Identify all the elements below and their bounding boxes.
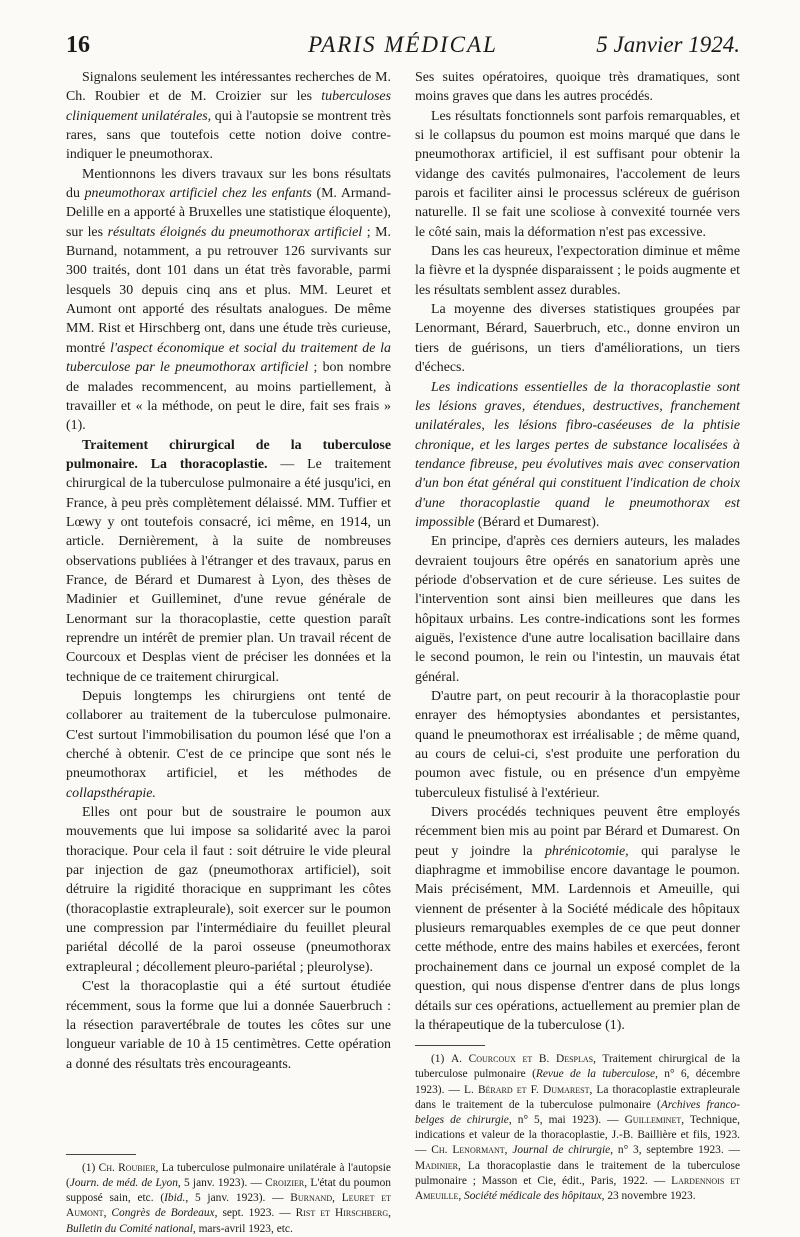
section-paragraph: Traitement chirurgical de la tuberculose pulmonaire. La thoracoplastie. — Le traitement chirurgical de la tuberculose pulmonaire a été jusqu'ici, en France, à peu près complètement délaissé. MM. Tuffier et Lœwy y ont toutefois consacré, ici même, en 1914, un article. Dernièrement, à la suite de nombreuses observations publiées à l'étranger et des travaux, parus en France, de Bérard et Dumarest à Lyon, des thèses de Madinier et Guilleminet, d'une revue générale de Lenormant sur la thoracoplastie, cette question paraît reprendre un intérêt de premier plan. Un travail récent de Courcoux et Desplas vient de préciser les données et la technique de ce traitement chirurgical. [66, 437, 391, 685]
paragraph: Divers procédés techniques peuvent être employés récemment bien mis au point par Bérard et Dumarest. On peut y joindre la phrénicotomie, qui paralyse le diaphragme et immobilise encore davantage le poumon. Mais précisément, MM. Lardennois et Ameuille, qui viennent de présenter à la Société médicale des hôpitaux plusieurs remarquables exemples de ce que peut donner cette méthode, entre des mains habiles et exercées, feront prochainement dans ce journal un exposé complet de la question, qui nous dispense d'entrer dans de plus longs détails sur ces opérations, actuellement au premier plan de la thérapeutique de la tuberculose (1). [415, 805, 740, 1033]
footnote: (1) Ch. Roubier, La tuberculose pulmonaire unilatérale à l'autopsie (Journ. de méd. de Lyon, 5 janv. 1923). — Croizier, L'état du poumon supposé sain, etc. (Ibid., 5 janv. 1923). — Burnand, Leuret et Aumont, Congrès de Bordeaux, sept. 1923. — Rist et Hirschberg, Bulletin du Comité national, mars-avril 1923, etc. [66, 1161, 391, 1235]
paragraph: Signalons seulement les intéressantes recherches de M. Ch. Roubier et de M. Croizier sur les tuberculoses cliniquement unilatérales, qui à l'autopsie se montrent très rares, sans que toutefois cette notion doive contre-indiquer le pneumothorax. [66, 70, 391, 163]
footnote-rule [66, 1154, 136, 1155]
page-number: 16 [66, 32, 90, 58]
paragraph: Ses suites opératoires, quoique très dramatiques, sont moins graves que dans les autres procédés. [415, 70, 740, 105]
paragraph: Elles ont pour but de soustraire le poumon aux mouvements que lui impose sa solidarité avec la paroi thoracique. Pour cela il faut : soit détruire le vide pleural par injection de gaz (pneumothorax artificiel), soit détruire la rigidité thoracique en supprimant les côtes (thoracoplastie extrapleurale), soit exercer sur le poumon une compression par l'intermédiaire du feuillet pleural pariétal décollé de la paroi osseuse (pneumothorax extrapleural ; décollement pleuro-pariétal ; pleurolyse). [66, 805, 391, 975]
paragraph: En principe, d'après ces derniers auteurs, les malades devraient toujours être opérés en sanatorium après une période d'observation et de cure sérieuse. Les suites de l'intervention sont ainsi bien meilleures que dans les hôpitaux urbains. Les contre-indications sont les formes aiguës, l'existence d'une autre localisation bacillaire dans le second poumon, le rein ou l'intestin, un mauvais état général. [415, 534, 740, 685]
page-header [66, 28, 740, 68]
left-column [66, 68, 391, 1237]
paragraph-indications: Les indications essentielles de la thoracoplastie sont les lésions graves, étendues, destructives, franchement unilatérales, les lésions fibro-caséeuses de la phtisie chronique, et les larges pertes de substance localisées à tendance fibreuse, peu évolutives mais avec conservation d'un bon état général qui constituent l'indication de choix d'une thoracoplastie quand le pneumothorax est impossible (Bérard et Dumarest). [415, 379, 740, 530]
paragraph: C'est la thoracoplastie qui a été surtout étudiée récemment, sous la forme que lui a donnée Sauerbruch : la résection paravertébrale de toutes les côtes sur une longueur variable de 10 à 15 centimètres. Cette opération a donné des résultats très encourageants. [66, 979, 391, 1072]
footnote: (1) A. Courcoux et B. Desplas, Traitement chirurgical de la tuberculose pulmonaire (Revue de la tuberculose, n° 6, décembre 1923). — L. Bérard et F. Dumarest, La thoracoplastie extrapleurale dans le traitement de la tuberculose pulmonaire (Archives franco-belges de chirurgie, n° 5, mai 1923). — Guilleminet, Technique, indications et valeur de la thoracoplastie, J.-B. Baillière et fils, 1923. — Ch. Lenormant, Journal de chirurgie, n° 3, septembre 1923. — Madinier, La thoracoplastie dans le traitement de la tuberculose pulmonaire ; Masson et Cie, édit., Paris, 1922. — Lardennois et Ameuille, Société médicale des hôpitaux, 23 novembre 1923. [415, 1053, 741, 1203]
paragraph: Les résultats fonctionnels sont parfois remarquables, et si le collapsus du poumon est moins marqué que dans le pneumothorax artificiel, il est suffisant pour obtenir la vidange des cavités pulmonaires, l'accolement de leurs parois et faciliter ainsi le processus scléreux de guérison naturelle. Il se fait une scoliose à convexité tournée vers le côté sain, mais la déformation n'est pas excessive. [415, 108, 740, 240]
journal-title: PARIS MÉDICAL [308, 32, 498, 57]
section-heading: Traitement chirurgical de la tuberculose pulmonaire. La thoracoplastie. [66, 437, 391, 472]
paragraph: Dans les cas heureux, l'expectoration diminue et même la fièvre et la dyspnée disparaissent ; le poids augmente et les résultats semblent assez durables. [415, 244, 740, 298]
paragraph: Mentionnons les divers travaux sur les bons résultats du pneumothorax artificiel chez les enfants (M. Armand-Delille en a apporté à Bruxelles une statistique éloquente), sur les résultats éloignés du pneumothorax artificiel ; M. Burnand, notamment, a pu retrouver 126 survivants sur 300 traités, dont 101 dans un état très favorable, parmi lesquels 30 depuis cinq ans et plus. MM. Leuret et Aumont ont apporté des résultats analogues. De même MM. Rist et Hirschberg ont, dans une étude très curieuse, montré l'aspect économique et social du traitement de la tuberculose par le pneumothorax artificiel ; bon nombre de malades recommencent, au moins partiellement, à travailler et « la méthode, on peut le dire, fait ses frais » (1). [66, 166, 392, 434]
paragraph: La moyenne des diverses statistiques groupées par Lenormant, Bérard, Sauerbruch, etc., donne environ un tiers de guérisons, un tiers d'améliorations, un tiers d'échecs. [415, 302, 740, 376]
article-columns [66, 68, 740, 1237]
footnote-rule [415, 1045, 485, 1046]
paragraph: D'autre part, on peut recourir à la thoracoplastie pour enrayer des hémoptysies abondantes et persistantes, quand le pneumothorax est irréalisable ; de même quand, au cours de celui-ci, s'est produite une perforation du poumon avec fistule, ou en présence d'un empyème tuberculeux fistulisé à l'extérieur. [415, 689, 740, 801]
issue-date: 5 Janvier 1924. [596, 32, 740, 57]
right-column [415, 68, 740, 1237]
paragraph: Depuis longtemps les chirurgiens ont tenté de collaborer au traitement de la tuberculose pulmonaire. C'est surtout l'immobilisation du poumon lésé que l'on a cherché à obtenir. C'est de ce principe que sont nés le pneumothorax artificiel, et les méthodes de collapsthérapie. [66, 689, 391, 801]
